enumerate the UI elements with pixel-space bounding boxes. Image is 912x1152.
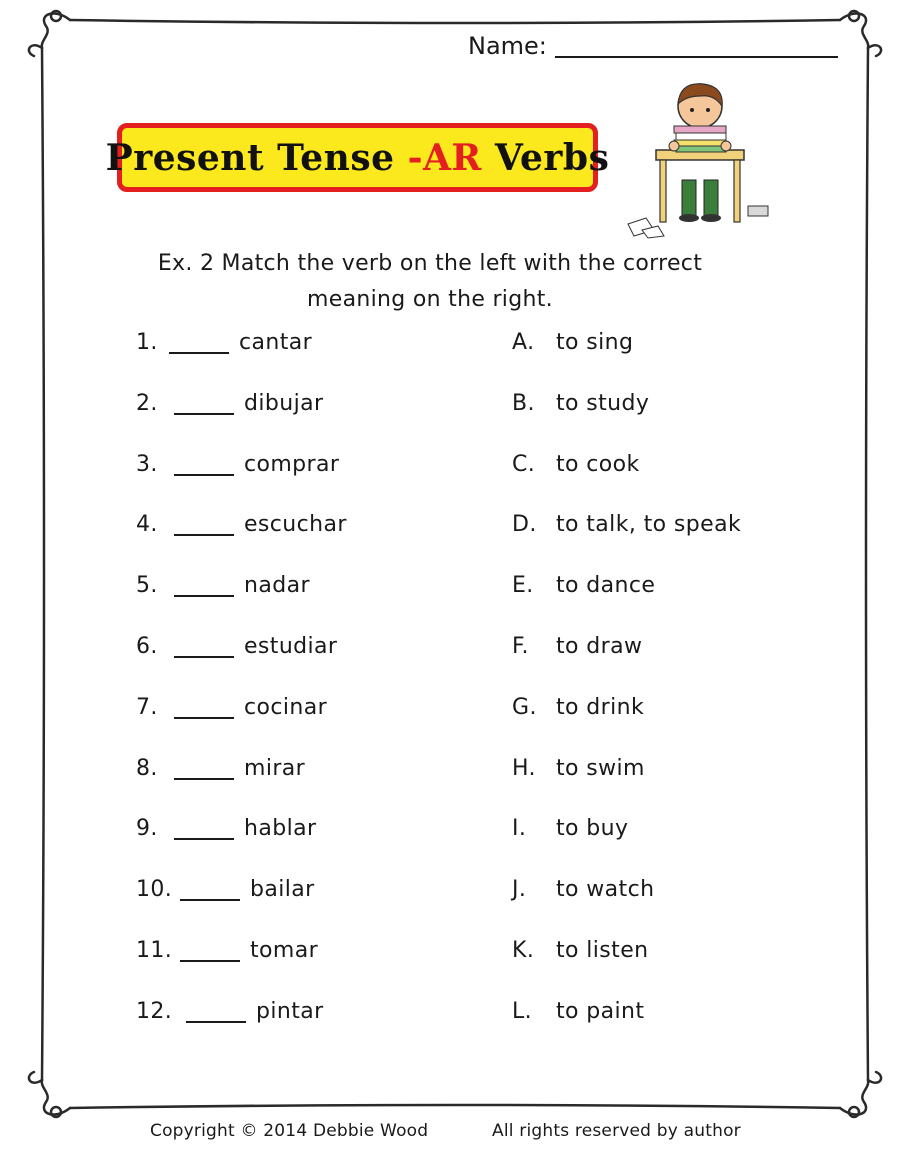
answer-blank[interactable]: [174, 413, 234, 415]
choice-letter: K.: [512, 938, 535, 963]
answer-blank[interactable]: [174, 534, 234, 536]
title-banner: [105, 123, 610, 192]
rights-text: All rights reserved by author: [492, 1121, 741, 1141]
answer-blank[interactable]: [174, 474, 234, 476]
spanish-verb: cocinar: [244, 694, 328, 720]
item-number: 5.: [136, 573, 158, 599]
choice-letter: C.: [512, 451, 536, 477]
spanish-verb: mirar: [244, 755, 306, 781]
item-number: 7.: [136, 694, 158, 720]
instructions-line-1: Ex. 2 Match the verb on the left with the correct: [157, 251, 703, 276]
item-number: 4.: [136, 512, 158, 538]
english-meaning: to dance: [556, 573, 656, 599]
english-meaning: to swim: [556, 755, 645, 781]
page-title: [106, 137, 610, 179]
spanish-verb: tomar: [250, 938, 319, 963]
choice-letter: H.: [512, 755, 536, 781]
list-item: [0, 330, 912, 370]
english-meaning: to study: [556, 390, 650, 416]
english-meaning: to draw: [556, 634, 643, 659]
spanish-verb: nadar: [244, 573, 310, 599]
item-number: 3.: [136, 451, 158, 477]
list-item: [0, 816, 912, 856]
list-item: [0, 391, 912, 431]
answer-blank[interactable]: [169, 352, 229, 354]
list-item: [0, 938, 912, 978]
answer-blank[interactable]: [186, 1021, 246, 1023]
choice-letter: I.: [512, 816, 527, 842]
list-item: [0, 695, 912, 735]
title-accent: -AR: [407, 136, 482, 179]
spanish-verb: pintar: [256, 998, 324, 1024]
item-number: 8.: [136, 755, 158, 781]
name-label: Name:: [468, 32, 547, 60]
spanish-verb: comprar: [244, 451, 340, 477]
item-number: 10.: [136, 877, 173, 903]
spanish-verb: bailar: [250, 877, 315, 903]
choice-letter: F.: [512, 634, 529, 659]
list-item: [0, 756, 912, 796]
answer-blank[interactable]: [174, 595, 234, 597]
list-item: [0, 634, 912, 674]
english-meaning: to sing: [556, 330, 634, 355]
choice-letter: L.: [512, 998, 533, 1024]
title-suffix: Verbs: [481, 136, 610, 179]
list-item: [0, 512, 912, 552]
list-item: [0, 452, 912, 492]
answer-blank[interactable]: [180, 899, 240, 901]
item-number: 12.: [136, 998, 173, 1024]
english-meaning: to talk, to speak: [556, 512, 742, 538]
student-at-desk-icon: [620, 80, 780, 240]
answer-blank[interactable]: [174, 717, 234, 719]
item-number: 11.: [136, 938, 173, 963]
spanish-verb: hablar: [244, 816, 317, 842]
choice-letter: G.: [512, 694, 537, 720]
list-item: [0, 573, 912, 613]
spanish-verb: estudiar: [244, 634, 338, 659]
name-field[interactable]: [555, 56, 838, 58]
item-number: 6.: [136, 634, 158, 659]
english-meaning: to paint: [556, 998, 645, 1024]
item-number: 9.: [136, 816, 158, 842]
english-meaning: to buy: [556, 816, 629, 842]
instructions: [110, 246, 750, 318]
answer-blank[interactable]: [174, 838, 234, 840]
list-item: [0, 999, 912, 1039]
choice-letter: B.: [512, 390, 535, 416]
answer-blank[interactable]: [174, 778, 234, 780]
list-item: [0, 877, 912, 917]
choice-letter: E.: [512, 573, 534, 599]
answer-blank[interactable]: [180, 960, 240, 962]
choice-letter: J.: [512, 877, 527, 903]
choice-letter: D.: [512, 512, 537, 538]
english-meaning: to watch: [556, 877, 655, 903]
item-number: 2.: [136, 390, 158, 416]
item-number: 1.: [136, 330, 158, 355]
spanish-verb: cantar: [239, 330, 313, 355]
english-meaning: to cook: [556, 451, 640, 477]
answer-blank[interactable]: [174, 656, 234, 658]
copyright-text: Copyright © 2014 Debbie Wood: [150, 1121, 429, 1141]
english-meaning: to drink: [556, 694, 645, 720]
spanish-verb: escuchar: [244, 512, 347, 538]
choice-letter: A.: [512, 330, 535, 355]
instructions-line-2: meaning on the right.: [307, 287, 553, 312]
spanish-verb: dibujar: [244, 390, 324, 416]
title-prefix: Present Tense: [105, 136, 408, 179]
english-meaning: to listen: [556, 938, 649, 963]
